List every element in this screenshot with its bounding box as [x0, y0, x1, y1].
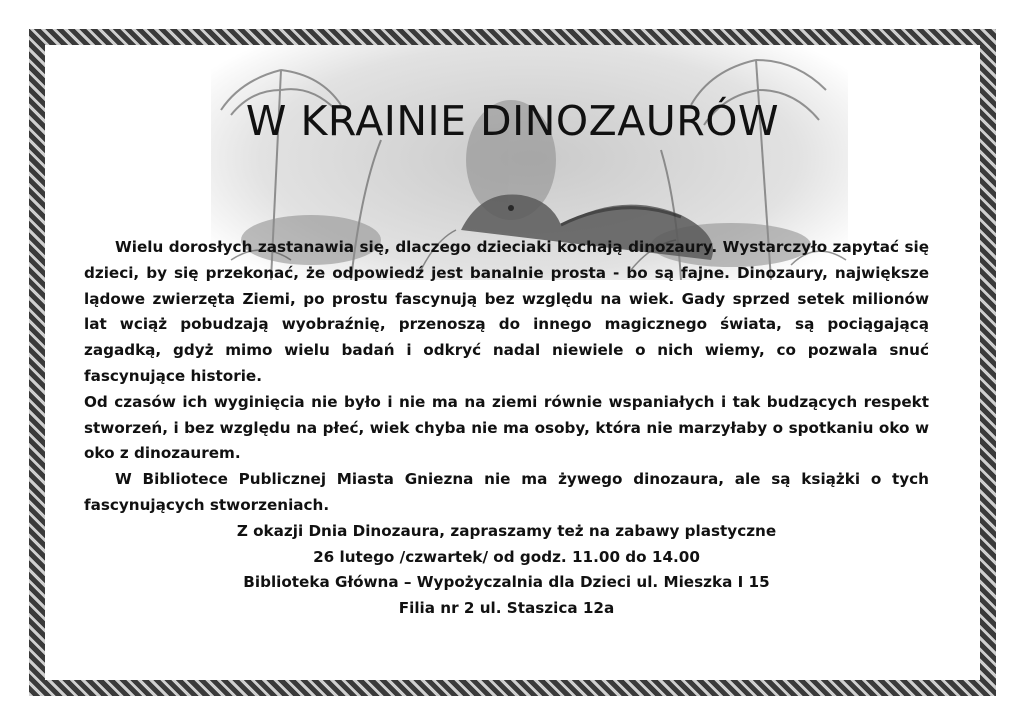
paragraph-respect: Od czasów ich wyginięcia nie było i nie ma na ziemi równie wspaniałych i tak budzących respekt stworzeń, i bez względu na płeć, wiek chyba nie ma osoby, która nie marzyłaby o spotkaniu oko w oko z dinozaurem.	[84, 392, 929, 463]
paragraph-intro: Wielu dorosłych zastanawia się, dlaczego dzieciaki kochają dinozaury. Wystarczyło zapytać się dzieci, by się przekonać, że odpowiedź jest banalnie prosta - bo są fajne. Dinozaury, największe lądowe zwierzęta Ziemi, po prostu fascynują bez względu na wiek. Gady sprzed setek milionów lat wciąż pobudzają wyobraźnię, przenoszą do innego magicznego świata, są pociągającą zagadką, gdyż mimo wielu badań i odkryć nadal niewiele o nich wiemy, co pozwala snuć fascynujące historie.	[84, 238, 929, 385]
poster-title: W KRAINIE DINOZAURÓW	[245, 97, 780, 145]
event-date: 26 lutego /czwartek/ od godz. 11.00 do 14.00	[313, 547, 700, 566]
paragraph-library: W Bibliotece Publicznej Miasta Gniezna nie ma żywego dinozaura, ale są książki o tych fascynujących stworzeniach.	[84, 470, 929, 514]
event-location-branch: Filia nr 2 ul. Staszica 12a	[398, 599, 615, 618]
event-line-1: Z okazji Dnia Dinozaura, zapraszamy też na zabawy plastyczne	[236, 521, 777, 540]
poster	[45, 45, 980, 680]
poster-body	[84, 235, 929, 622]
event-location-main: Biblioteka Główna – Wypożyczalnia dla Dzieci ul. Mieszka I 15	[243, 573, 770, 592]
